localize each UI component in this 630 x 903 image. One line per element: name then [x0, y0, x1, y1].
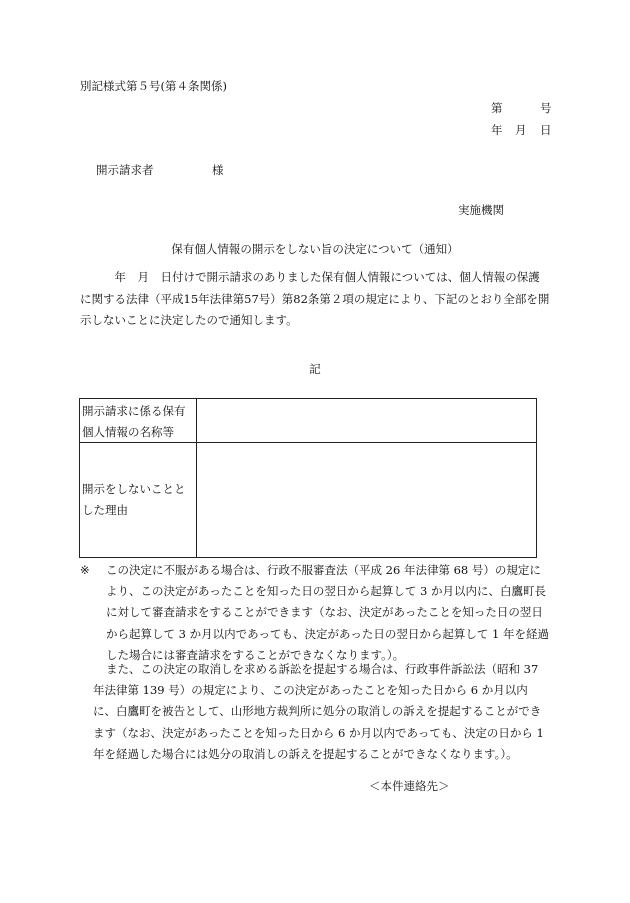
- ki-label: 記: [309, 362, 321, 376]
- date-year: 年: [491, 123, 503, 137]
- date-day: 日: [540, 123, 552, 137]
- body-text: 年 月 日付けで開示請求のありました保有個人情報については、個人情報の保護に関する法律（平成15年法律第57号）第82条第２項の規定により、下記のとおり全部を開示しないことに決定したので通知します。: [80, 270, 550, 327]
- table-row: [80, 443, 536, 557]
- info-table: [79, 398, 537, 558]
- recipient-label: 開示請求者: [96, 163, 154, 177]
- date-month: 月: [515, 123, 527, 137]
- note-text-2: また、この決定の取消しを求める訴訟を提起する場合は、行政事件訴訟法（昭和 37 年法律第 139 号）の規定により、この決定があったことを知った日から 6 か月以内に、白鷹町を被告として、山形地方裁判所に処分の取消しの訴えを提起することができます（なお、決定があったことを知った日から 6 か月以内であっても、決定の日から 1 年を経過した場合には処分の取消しの訴えを提起することができなくなります。）。: [93, 662, 544, 761]
- recipient-honorific: 様: [212, 163, 224, 177]
- note-paragraph-2: [80, 659, 550, 765]
- document-title: 保有個人情報の開示をしない旨の決定について（通知）: [171, 242, 459, 256]
- form-label: 別記様式第５号(第４条関係): [80, 79, 227, 93]
- contact-label: ＜本件連絡先＞: [369, 779, 450, 793]
- note-text-1: この決定に不服がある場合は、行政不服審査法（平成 26 年法律第 68 号）の規定により、この決定があったことを知った日の翌日から起算して 3 か月以内に、白鷹町長に対して審査請求をすることができます（なお、決定があったことを知った日の翌日から起算して 3 か月以内であっても、決定があった日の翌日から起算して 1 年を経過した場合には審査請求をすることができなくなります。）。: [106, 563, 550, 662]
- table-row-label: 開示請求に係る保有個人情報の名称等: [80, 399, 197, 442]
- doc-number-dai: 第: [491, 101, 503, 115]
- note-mark: ※: [80, 563, 90, 577]
- issuer: 実施機関: [458, 203, 504, 217]
- doc-number-go: 号: [540, 101, 552, 115]
- table-row: [80, 399, 536, 443]
- note-paragraph-1: [80, 560, 550, 666]
- table-row-label: 開示をしないこととした理由: [80, 443, 197, 557]
